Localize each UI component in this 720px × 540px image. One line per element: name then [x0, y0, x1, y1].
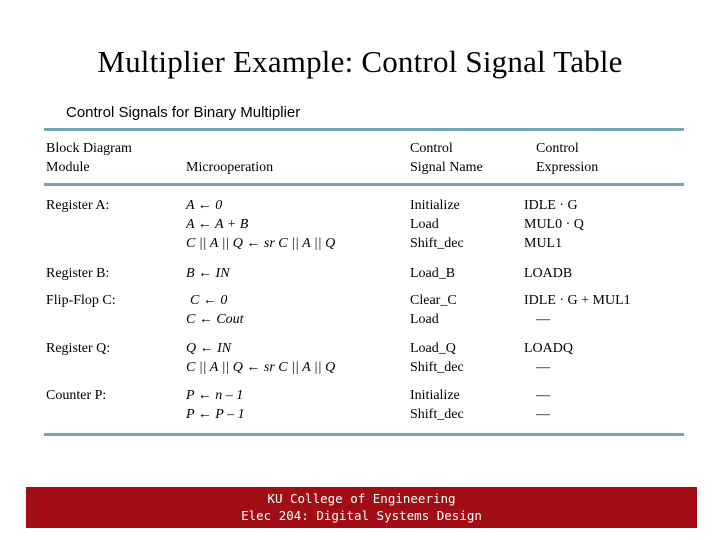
table-caption: Control Signals for Binary Multiplier [66, 104, 301, 121]
row-counter-p-module: Counter P: [46, 388, 107, 403]
footer-college: KU College of Engineering [267, 491, 456, 506]
row-flipflop-c-signal: Clear_C Load [410, 293, 457, 327]
row-register-q-micro: Q ← IN C || A || Q ← sr C || A || Q [186, 341, 336, 375]
row-flipflop-c-module: Flip-Flop C: [46, 293, 116, 308]
row-counter-p-signal: Initialize Shift_dec [410, 388, 464, 422]
header-module: Block Diagram Module [46, 141, 132, 175]
table-header-rule [44, 183, 684, 186]
row-flipflop-c-micro: C ← 0 C ← Cout [186, 293, 244, 327]
footer-course: Elec 204: Digital Systems Design [241, 508, 482, 523]
row-register-b-signal: Load_B [410, 266, 456, 281]
table-top-rule [44, 128, 684, 131]
header-signal-name: Control Signal Name [410, 141, 483, 175]
row-register-b-micro: B ← IN [186, 266, 230, 281]
row-register-a-module: Register A: [46, 198, 110, 213]
row-register-q-module: Register Q: [46, 341, 111, 356]
header-expression: Control Expression [536, 141, 599, 175]
row-register-a-signal: Initialize Load Shift_dec [410, 198, 464, 251]
row-register-a-micro: A ← 0 A ← A + B C || A || Q ← sr C || A || Q [186, 198, 336, 251]
row-counter-p-micro: P ← n – 1 P ← P – 1 [186, 388, 245, 422]
row-register-a-expr: IDLE · G MUL0 · Q MUL1 [524, 198, 584, 251]
row-register-b-module: Register B: [46, 266, 110, 281]
row-register-q-expr: LOADQ — [524, 341, 573, 375]
row-flipflop-c-expr: IDLE · G + MUL1 — [524, 293, 631, 327]
row-register-q-signal: Load_Q Shift_dec [410, 341, 464, 375]
footer-banner [26, 487, 697, 528]
header-microoperation: Microoperation [186, 160, 274, 175]
row-counter-p-expr: — — [536, 388, 550, 422]
row-register-b-expr: LOADB [524, 266, 573, 281]
table-bottom-rule [44, 433, 684, 436]
slide-title: Multiplier Example: Control Signal Table [97, 44, 623, 79]
